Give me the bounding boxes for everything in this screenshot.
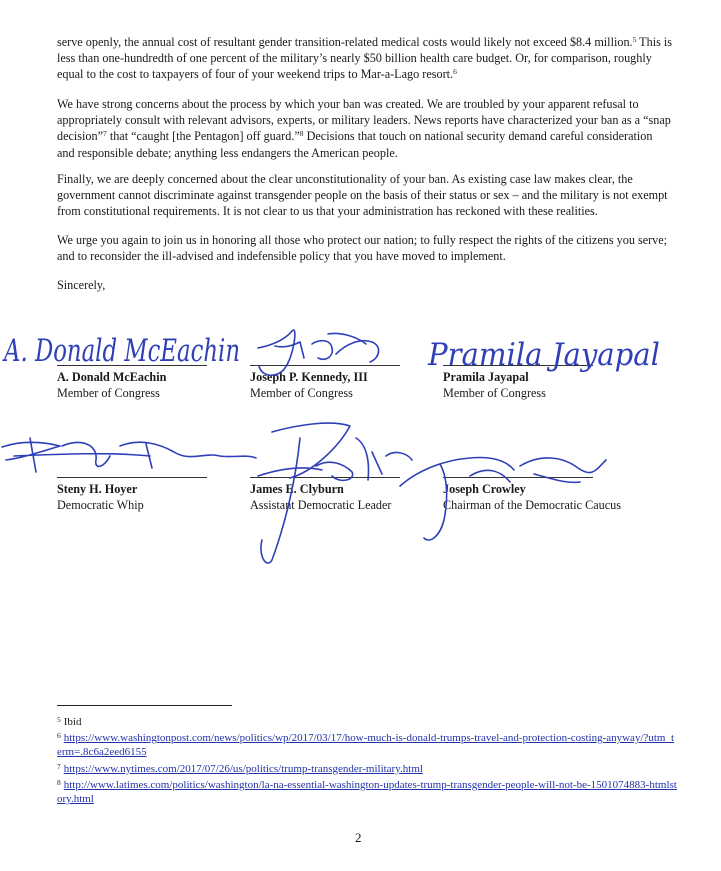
footnotes xyxy=(57,713,677,806)
footnote-rule xyxy=(57,705,232,706)
signature-line xyxy=(443,365,593,366)
mceachin-signature: A. Donald McEachin xyxy=(1,333,240,369)
paragraph-process: We have strong concerns about the process by which your ban was created. We are troubled by your apparent refusal to appropriately consult with relevant advisors, experts, or military leaders. News reports have characterized your ban as a “snap decision”$^7$ that “caught [the Pentagon] off guard.”$^8$ Decisions that touch on national security demand careful consideration and responsible debate; anything less endangers the American people. xyxy=(57,97,671,160)
signer-title: Member of Congress xyxy=(443,386,546,400)
signer-name: Joseph P. Kennedy, III xyxy=(250,370,368,384)
footnote-6: $^6$ https://www.washingtonpost.com/news/politics/wp/2017/03/17/how-much-is-donald-trumps-travel-and-protection-costing-anyway/?utm_term=.8c6a2eed6155 xyxy=(57,731,675,759)
signer-name: A. Donald McEachin xyxy=(57,370,167,384)
signer-name: James E. Clyburn xyxy=(250,482,344,496)
footnote-link[interactable]: https://www.nytimes.com/2017/07/26/us/politics/trump-transgender-military.html xyxy=(63,762,423,775)
signature-line xyxy=(57,365,207,366)
footnote-link[interactable]: http://www.latimes.com/politics/washington/la-na-essential-washington-updates-trump-transgender-people-will-not-be-1501074883-htmlstory.html xyxy=(57,778,677,806)
signer-title: Member of Congress xyxy=(57,386,160,400)
signer-title: Member of Congress xyxy=(250,386,353,400)
footnote-link[interactable]: https://www.washingtonpost.com/news/politics/wp/2017/03/17/how-much-is-donald-trumps-travel-and-protection-costing-anyway/?utm_term=.8c6a2eed6155 xyxy=(57,732,675,759)
jayapal-signature: Pramila Jayapal xyxy=(427,337,660,373)
footnote-ref-6: 6 xyxy=(453,67,457,77)
footnote-ref-7: 7 xyxy=(103,129,107,139)
footnote-ref-5: 5 xyxy=(632,35,637,44)
paragraph-urge: We urge you again to join us in honoring all those who protect our nation; to fully respect the rights of the citizens you serve; and to reconsider the ill-advised and indefensible policy that you have moved to implement. xyxy=(57,233,668,264)
footnote-7: $^7$ https://www.nytimes.com/2017/07/26/us/politics/trump-transgender-military.html xyxy=(57,761,423,775)
paragraph-constitutionality: Finally, we are deeply concerned about the clear unconstitutionality of your ban. As existing case law makes clear, the government cannot discriminate against transgender people on the basis of their status or sex – and the military is not exempt from constitutional requirements. It is not clear to us that your administration has reckoned with these realities. xyxy=(57,172,668,219)
footnote-ref-8: 8 xyxy=(299,129,304,139)
signature-line xyxy=(443,477,593,478)
signature-line xyxy=(250,365,400,366)
signer-title: Assistant Democratic Leader xyxy=(250,498,392,512)
closing-salutation: Sincerely, xyxy=(57,278,106,292)
signer-title: Chairman of the Democratic Caucus xyxy=(443,498,622,512)
signature-line xyxy=(57,477,207,478)
signature-line xyxy=(250,477,400,478)
paragraph-cost: serve openly, the annual cost of resultant gender transition-related medical costs would likely not exceed $8.4 million.$^5$ This is less than one-hundredth of one percent of the military’s nearly $50 billion health care budget. Or, for comparison, roughly equal to the cost to taxpayers of four of your weekend trips to Mar-a-Lago resort.$^6$ xyxy=(57,35,673,82)
signer-title: Democratic Whip xyxy=(57,498,144,512)
hoyer-signature xyxy=(2,438,256,472)
signer-name: Joseph Crowley xyxy=(443,482,526,496)
page-number: 2 xyxy=(355,830,362,845)
signer-name: Steny H. Hoyer xyxy=(57,482,138,496)
signer-name: Pramila Jayapal xyxy=(443,370,529,384)
footnote-8: $^8$ http://www.latimes.com/politics/washington/la-na-essential-washington-updates-trump-transgender-people-will-not-be-1501074883-htmlstory.html xyxy=(57,777,677,806)
footnote-5: $^5$ Ibid xyxy=(57,715,82,728)
